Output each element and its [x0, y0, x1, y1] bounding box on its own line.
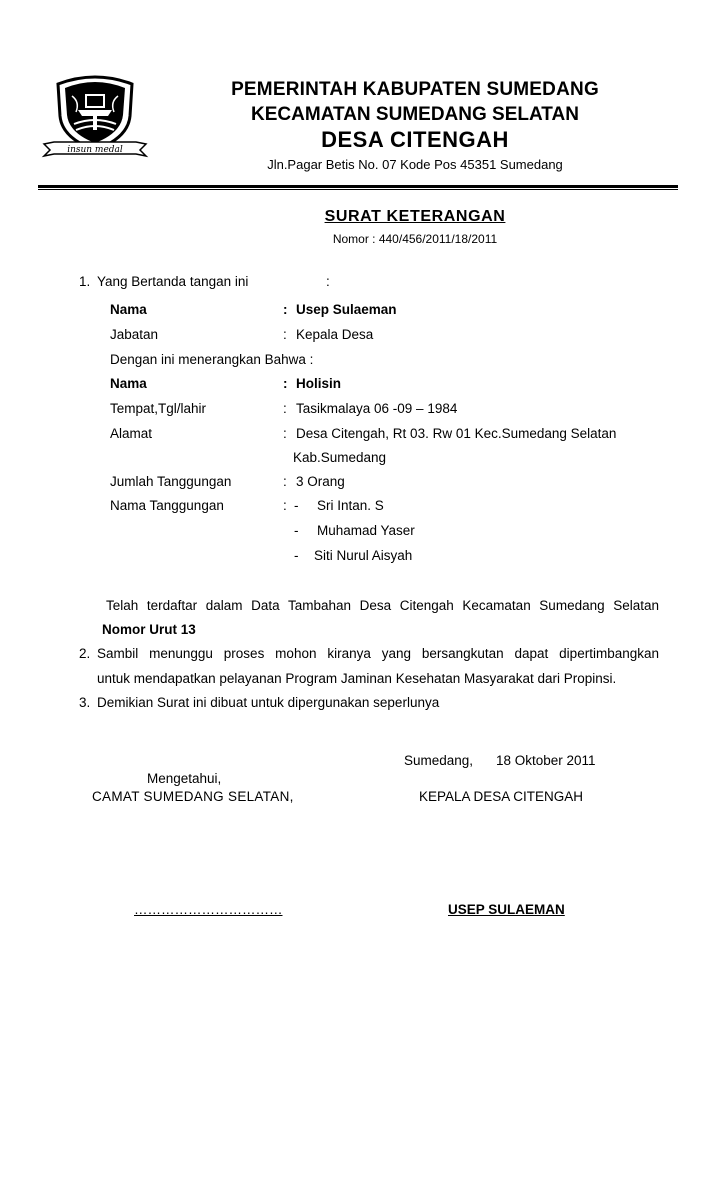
camat-signature-blank: …………………………… — [134, 902, 283, 917]
item-number-3: 3. — [79, 695, 91, 710]
dependent-name: Muhamad Yaser — [317, 523, 415, 538]
signature-date: 18 Oktober 2011 — [496, 753, 596, 768]
dependent-dash: - — [294, 548, 299, 563]
regency-logo — [40, 66, 150, 162]
letterhead-divider-thin — [38, 189, 678, 190]
subject-address-colon: : — [283, 426, 287, 441]
subject-birth-value: Tasikmalaya 06 -09 – 1984 — [296, 401, 458, 416]
letterhead-district: KECAMATAN SUMEDANG SELATAN — [251, 104, 579, 125]
subject-name-value: Holisin — [296, 376, 342, 391]
dependent-dash: - — [294, 523, 299, 538]
subject-birth-colon: : — [283, 401, 287, 416]
dependents-names-label: Nama Tanggungan — [110, 498, 224, 513]
registration-text: Telah terdaftar dalam Data Tambahan Desa Citengah Kecamatan Sumedang Selatan — [106, 598, 659, 613]
letterhead-village: DESA CITENGAH — [321, 127, 509, 152]
intro-text: Yang Bertanda tangan ini — [97, 274, 249, 289]
subject-name-label: Nama — [110, 376, 147, 391]
signer-position-label: Jabatan — [110, 327, 159, 342]
dependent-name: Siti Nurul Aisyah — [314, 548, 413, 563]
subject-address-line2: Kab.Sumedang — [293, 450, 387, 465]
declaration-text: Dengan ini menerangkan Bahwa : — [110, 352, 314, 367]
letterhead-address: Jln.Pagar Betis No. 07 Kode Pos 45351 Sumedang — [267, 157, 563, 172]
document-title — [150, 208, 680, 226]
document-title-text: SURAT KETERANGAN — [324, 208, 506, 225]
signer-name-label: Nama — [110, 302, 147, 317]
village-head-name: USEP SULAEMAN — [448, 902, 565, 917]
request-text-line2: untuk mendapatkan pelayanan Program Jaminan Kesehatan Masyarakat dari Propinsi. — [97, 671, 617, 686]
signer-name-colon: : — [283, 302, 288, 317]
dependents-count-colon: : — [283, 474, 287, 489]
signature-place: Sumedang, — [404, 753, 474, 768]
logo-motto: insun medal — [67, 145, 123, 155]
item-number-2: 2. — [79, 646, 91, 661]
request-text-line1: Sambil menunggu proses mohon kiranya yang bersangkutan dapat dipertimbangkan — [97, 646, 659, 661]
signer-name-value: Usep Sulaeman — [296, 302, 397, 317]
acknowledged-label: Mengetahui, — [147, 771, 222, 786]
letterhead-government: PEMERINTAH KABUPATEN SUMEDANG — [231, 79, 599, 100]
signer-position-colon: : — [283, 327, 287, 342]
regency-emblem-icon — [40, 66, 150, 162]
subject-address-label: Alamat — [110, 426, 153, 441]
registration-number: Nomor Urut 13 — [102, 622, 196, 637]
dependents-count-value: 3 Orang — [296, 474, 345, 489]
item-number-1: 1. — [79, 274, 91, 289]
closing-text: Demikian Surat ini dibuat untuk dipergunakan seperlunya — [97, 695, 440, 710]
dependents-names-colon: : — [283, 498, 287, 513]
letterhead-divider — [38, 185, 678, 188]
dependents-count-label: Jumlah Tanggungan — [110, 474, 232, 489]
subject-name-colon: : — [283, 376, 288, 391]
dependent-name: Sri Intan. S — [317, 498, 384, 513]
dependent-dash: - — [294, 498, 299, 513]
subject-birth-label: Tempat,Tgl/lahir — [110, 401, 207, 416]
subject-address-line1: Desa Citengah, Rt 03. Rw 01 Kec.Sumedang Selatan — [296, 426, 617, 441]
signer-position-value: Kepala Desa — [296, 327, 374, 342]
document-number: Nomor : 440/456/2011/18/2011 — [332, 232, 498, 246]
intro-colon: : — [326, 274, 330, 289]
village-head-caption: KEPALA DESA CITENGAH — [419, 789, 584, 804]
camat-caption: CAMAT SUMEDANG SELATAN, — [92, 789, 294, 804]
